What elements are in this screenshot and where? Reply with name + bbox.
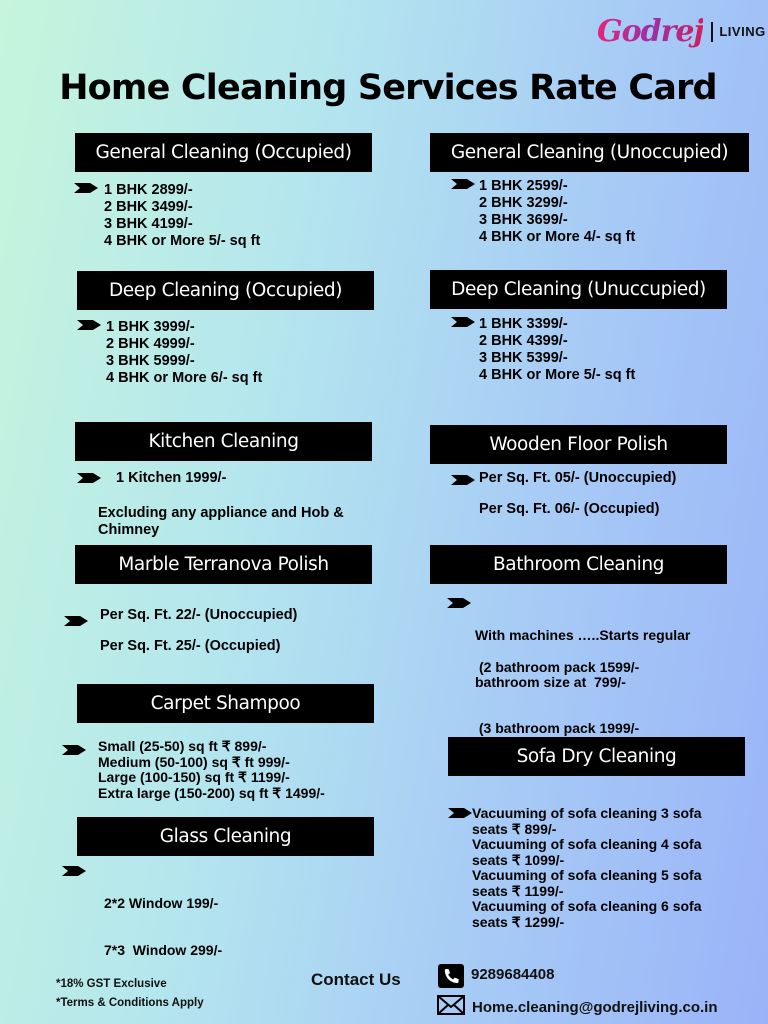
price-line: 4 BHK or More 4/- sq ft	[479, 229, 636, 245]
price-line: Vacuuming of sofa cleaning 3 sofa	[472, 805, 702, 821]
price-line: 1 BHK 3999/-	[106, 319, 195, 335]
price-line: 3 BHK 5999/-	[106, 353, 195, 369]
price-line: 2 BHK 3299/-	[479, 195, 568, 211]
carpet-heading: Carpet Shampoo	[77, 684, 374, 723]
price-line: 2 BHK 3499/-	[104, 199, 193, 215]
price-line: 7*3 Window 299/-	[104, 941, 223, 958]
wooden-floor-price-unoccupied: Per Sq. Ft. 05/- (Unoccupied)	[479, 470, 677, 486]
price-line: Medium (50-100) sq ₹ ft 999/-	[98, 753, 290, 770]
arrow-icon	[451, 317, 475, 327]
marble-price-occupied: Per Sq. Ft. 25/- (Occupied)	[100, 638, 281, 654]
price-line: 2 BHK 4399/-	[479, 333, 568, 349]
godrej-living-logo	[597, 14, 766, 49]
price-line: 4 BHK or More 5/- sq ft	[479, 367, 636, 383]
arrow-icon	[77, 320, 101, 330]
price-line: seats ₹ 1199/-	[472, 882, 564, 899]
price-line: Large (100-150) sq ft ₹ 1199/-	[98, 769, 290, 785]
arrow-icon	[448, 808, 472, 818]
carpet-prices	[98, 739, 325, 801]
logo-divider	[711, 22, 713, 42]
price-line: 1 BHK 3399/-	[479, 316, 568, 332]
deep-unoccupied-heading: Deep Cleaning (Unuccupied)	[430, 270, 727, 309]
price-line: Vacuuming of sofa cleaning 6 sofa	[472, 898, 702, 914]
price-line: 1 BHK 2599/-	[479, 178, 568, 194]
sofa-prices	[472, 806, 702, 930]
price-line: seats ₹ 1099/-	[472, 851, 565, 868]
marble-price-unoccupied: Per Sq. Ft. 22/- (Unoccupied)	[100, 607, 298, 623]
bathroom-price-2-pack: (2 bathroom pack 1599/-	[479, 659, 640, 675]
wooden-floor-price-occupied: Per Sq. Ft. 06/- (Occupied)	[479, 501, 660, 517]
page-title: Home Cleaning Services Rate Card	[59, 68, 717, 108]
terms-note: *Terms & Conditions Apply	[56, 997, 204, 1009]
deep-occupied-prices	[106, 319, 262, 387]
gst-note: *18% GST Exclusive	[56, 978, 167, 990]
logo-suffix: LIVING	[719, 24, 766, 39]
price-line: seats ₹ 899/-	[472, 820, 557, 837]
phone-number[interactable]: 9289684408	[471, 966, 555, 983]
arrow-icon	[451, 179, 475, 189]
price-line: 4 BHK or More 5/- sq ft	[104, 233, 261, 249]
kitchen-note: Excluding any appliance and Hob & Chimney	[98, 505, 344, 538]
deep-occupied-heading: Deep Cleaning (Occupied)	[77, 271, 374, 310]
kitchen-heading: Kitchen Cleaning	[75, 422, 372, 461]
wooden-floor-heading: Wooden Floor Polish	[430, 425, 727, 464]
arrow-icon	[62, 745, 86, 755]
price-line: Extra large (150-200) sq ft ₹ 1499/-	[98, 784, 325, 801]
deep-unoccupied-prices	[479, 316, 635, 384]
general-unoccupied-heading: General Cleaning (Unoccupied)	[430, 133, 749, 172]
price-line: (3 bathroom pack 1999/-	[475, 720, 640, 736]
price-line: 4 BHK or More 6/- sq ft	[106, 370, 263, 386]
general-occupied-heading: General Cleaning (Occupied)	[75, 133, 372, 172]
marble-heading: Marble Terranova Polish	[75, 545, 372, 584]
price-line: 2*2 Window 199/-	[104, 895, 219, 911]
price-line: Small (25-50) sq ft ₹ 899/-	[98, 738, 267, 754]
arrow-icon	[62, 866, 86, 876]
price-line: 3 BHK 5399/-	[479, 350, 568, 366]
email-icon	[437, 995, 465, 1015]
general-occupied-prices	[104, 182, 260, 250]
general-unoccupied-prices	[479, 178, 635, 246]
price-line: Vacuuming of sofa cleaning 4 sofa	[472, 836, 702, 852]
glass-heading: Glass Cleaning	[77, 817, 374, 856]
price-line: 3 BHK 3699/-	[479, 212, 568, 228]
arrow-icon	[64, 616, 88, 626]
price-line: seats ₹ 1299/-	[472, 913, 565, 930]
phone-icon	[438, 964, 464, 988]
bathroom-heading: Bathroom Cleaning	[430, 545, 727, 584]
price-line: Vacuuming of sofa cleaning 5 sofa	[472, 867, 702, 883]
arrow-icon	[77, 473, 101, 483]
arrow-icon	[447, 598, 471, 608]
glass-prices	[104, 865, 222, 974]
price-line: 1 BHK 2899/-	[104, 182, 193, 198]
email-address[interactable]: Home.cleaning@godrejliving.co.in	[472, 999, 718, 1016]
price-line: 3 BHK 4199/-	[104, 216, 193, 232]
arrow-icon	[451, 475, 475, 485]
sofa-heading: Sofa Dry Cleaning	[448, 737, 745, 776]
kitchen-price: 1 Kitchen 1999/-	[116, 470, 227, 486]
contact-label: Contact Us	[311, 970, 401, 989]
logo-brand: Godrej	[597, 14, 704, 49]
price-line: 2 BHK 4999/-	[106, 336, 195, 352]
arrow-icon	[74, 183, 98, 193]
price-line: With machines …..Starts regular	[475, 627, 691, 643]
price-line: bathroom size at 799/-	[475, 673, 626, 690]
